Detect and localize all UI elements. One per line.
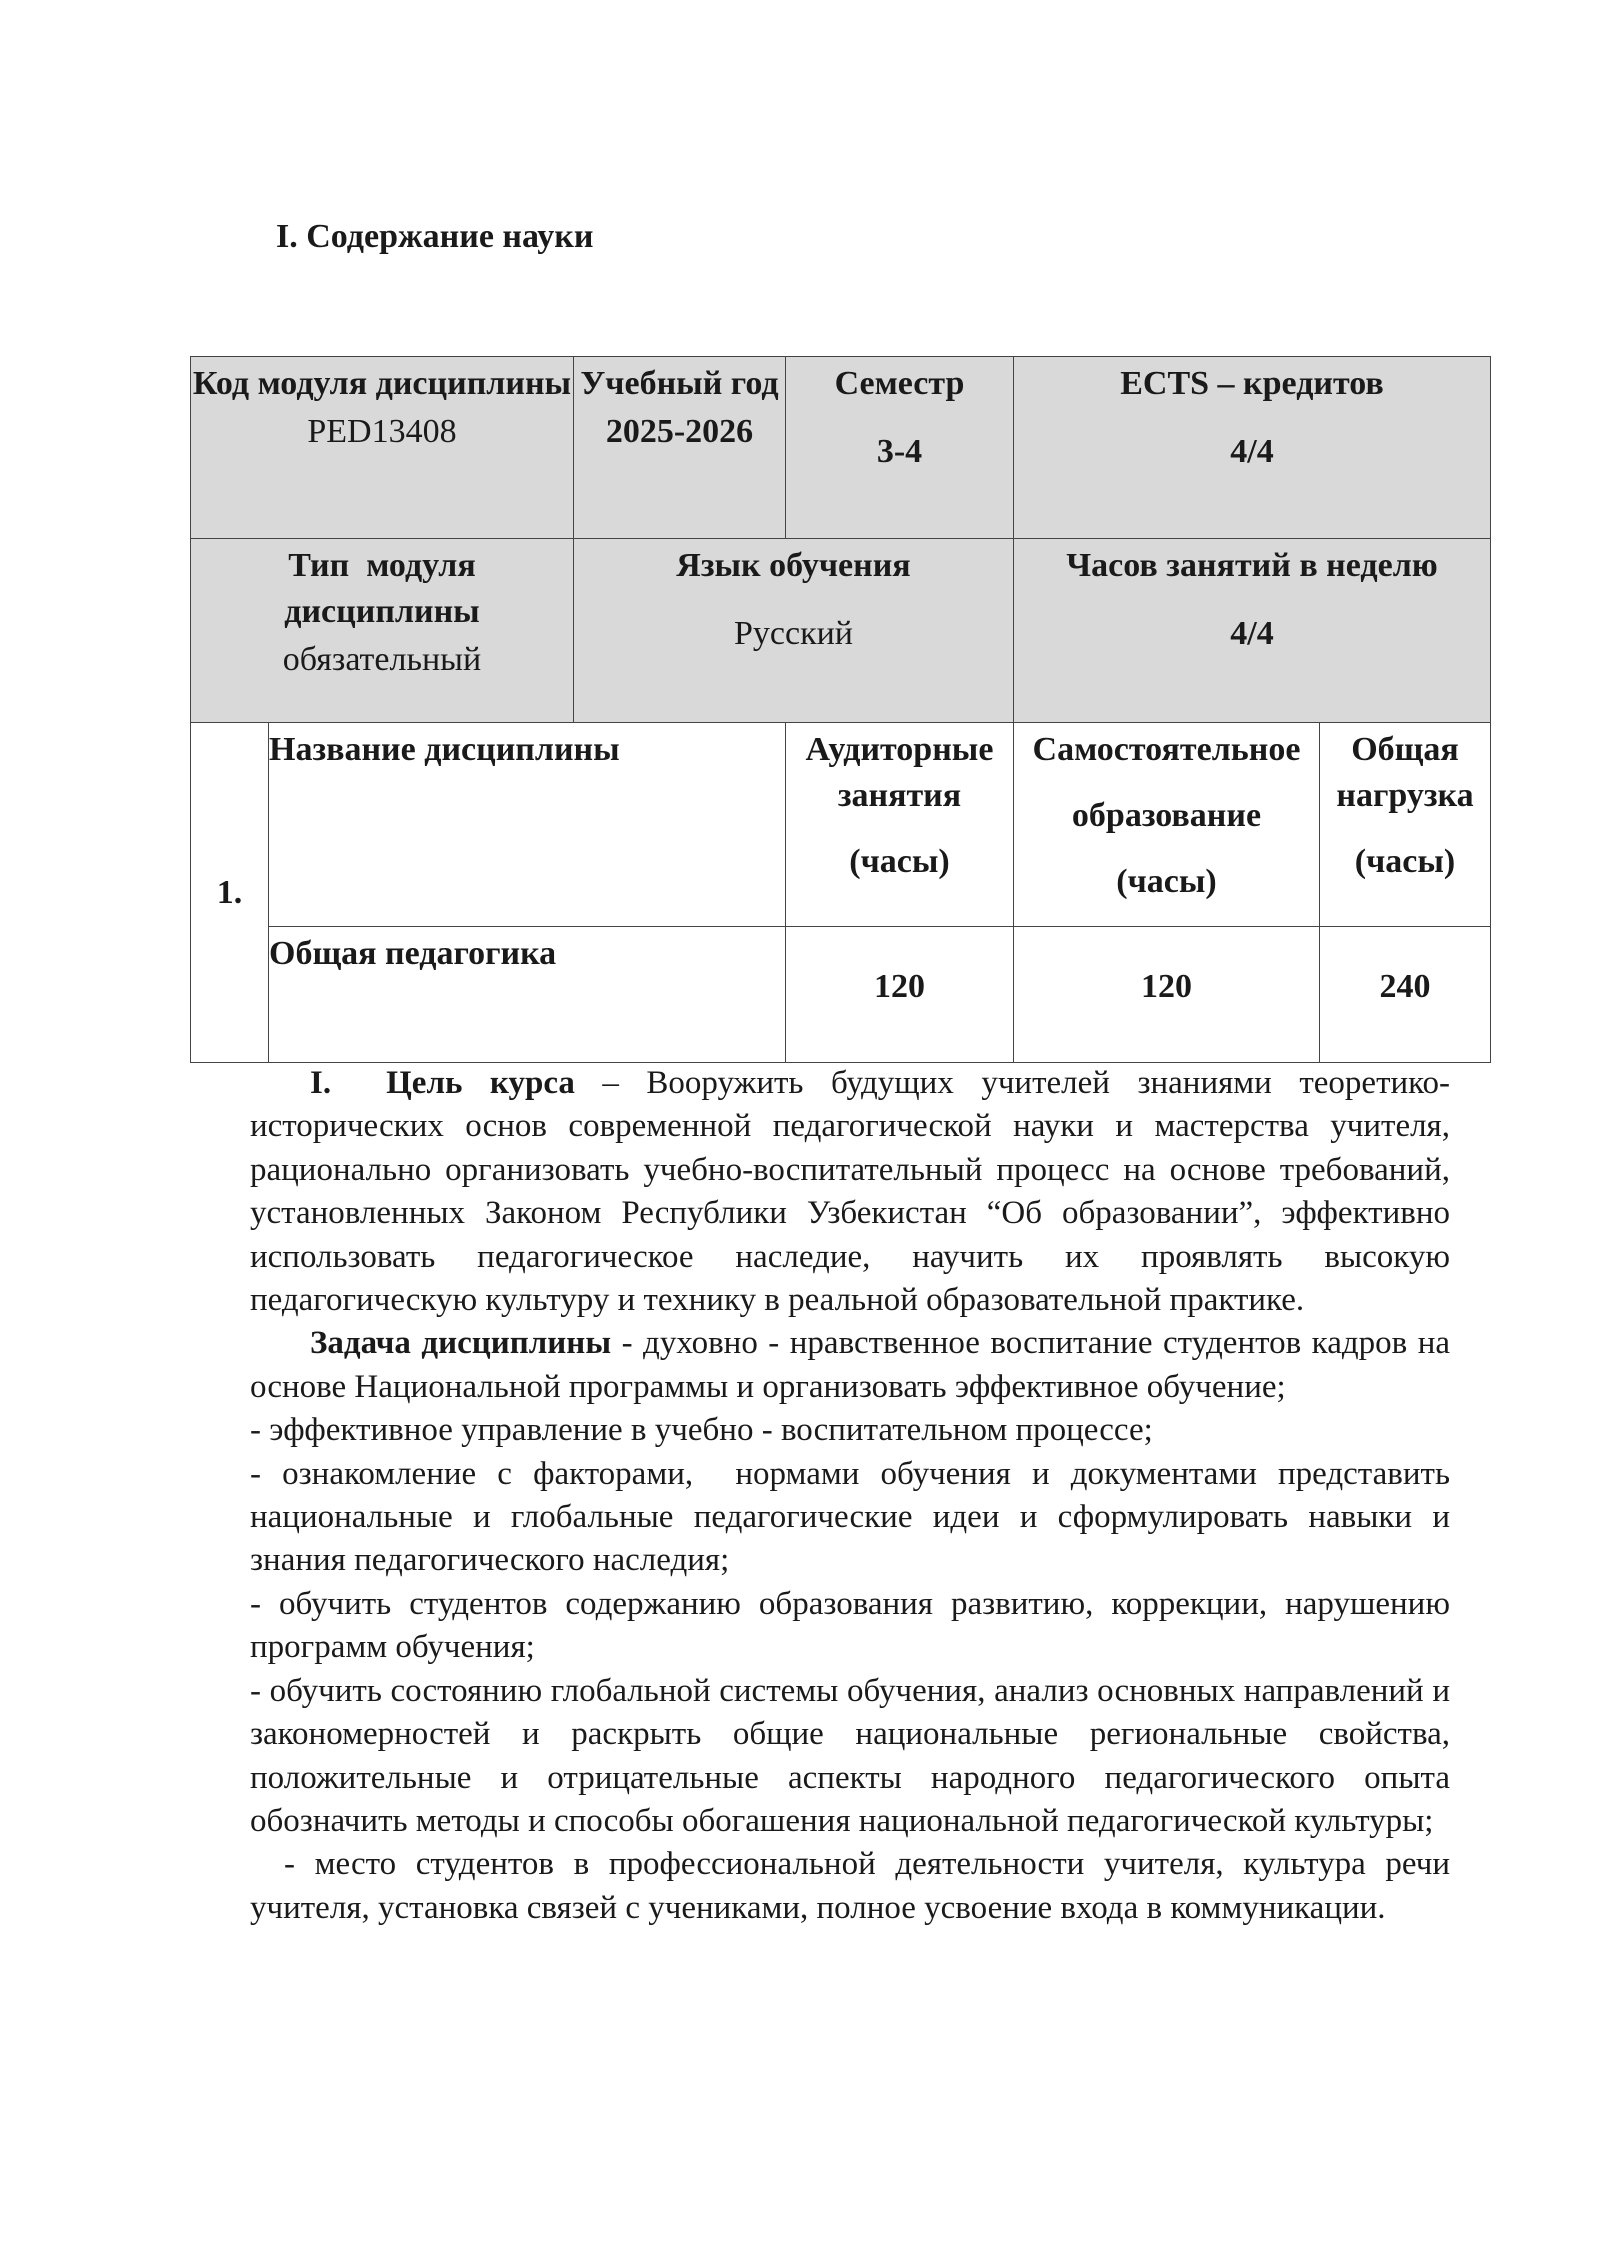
table-row — [191, 539, 1491, 723]
hours-week-label: Часов занятий в неделю — [1066, 547, 1438, 584]
goal-text: – Вооружить будущих учителей знаниями теоретико-исторических основ современной педагогической науки и мастерства учителя, рационально организовать учебно-воспитательный процесс на основе требований, установленных Законом Республики Узбекистан “Об образовании”, эффективно использовать педагогическое наследие, научить их проявлять высокую педагогическую культуру и технику в реальной образовательной практике. — [250, 1065, 1450, 1319]
goal-label: I. Цель курса — [310, 1065, 575, 1101]
year-label: Учебный год — [580, 365, 779, 402]
semester-label: Семестр — [834, 365, 965, 402]
goal-paragraph — [250, 1062, 1450, 1322]
auditorium-hours-cell — [786, 927, 1014, 1063]
total-unit: (часы) — [1354, 843, 1456, 880]
auditorium-header-cell — [786, 723, 1014, 927]
total-label: Общая нагрузка — [1336, 731, 1474, 814]
table-row — [191, 723, 1491, 927]
module-code-label: Код модуля дисциплины — [192, 365, 572, 402]
module-type-value: обязательный — [282, 641, 482, 678]
list-item: - ознакомление с факторами, нормами обучения и документами представить национальные и глобальные педагогические идеи и сформулировать навыки и знания педагогического наследия; — [250, 1455, 1459, 1579]
self-study-hours-cell — [1014, 927, 1320, 1063]
discipline-name-header-cell — [269, 723, 786, 927]
total-hours: 240 — [1379, 968, 1431, 1005]
row-number: 1. — [216, 873, 243, 911]
year-cell — [574, 357, 786, 539]
module-code-value: PED13408 — [307, 413, 457, 450]
list-item-last: - место студентов в профессиональной деятельности учителя, культура речи учителя, установка связей с учениками, полное усвоение входа в коммуникации. — [250, 1846, 1450, 1926]
auditorium-unit: (часы) — [849, 843, 950, 880]
auditorium-label: Аудиторные занятия — [805, 731, 994, 814]
list-item: - эффективное управление в учебно - воспитательном процессе; — [250, 1412, 1153, 1449]
table-row — [191, 927, 1491, 1063]
task-label: Задача дисциплины — [310, 1325, 612, 1362]
list-item: - обучить студентов содержанию образования развитию, коррекции, нарушению программ обучения; — [250, 1585, 1450, 1666]
hours-week-cell — [1014, 539, 1491, 723]
task-paragraph — [250, 1322, 1450, 1409]
course-description — [250, 1062, 1459, 1930]
self-study-header-cell — [1014, 723, 1320, 927]
module-type-cell — [191, 539, 574, 723]
discipline-name-label: Название дисциплины — [269, 731, 620, 768]
table-row — [191, 357, 1491, 539]
self-study-unit: (часы) — [1116, 863, 1217, 900]
semester-cell — [786, 357, 1014, 539]
year-value: 2025-2026 — [605, 413, 754, 450]
self-study-hours: 120 — [1141, 968, 1192, 1005]
ects-value: 4/4 — [1230, 433, 1274, 470]
row-number-cell — [191, 723, 269, 1063]
language-label: Язык обучения — [676, 547, 911, 584]
self-study-label: Самостоятельное — [1032, 731, 1301, 768]
discipline-name-cell — [269, 927, 786, 1063]
discipline-name: Общая педагогика — [269, 935, 557, 972]
total-hours-cell — [1320, 927, 1491, 1063]
task-text: - духовно - нравственное воспитание студентов кадров на основе Национальной программы и организовать эффективное обучение; — [250, 1325, 1450, 1405]
section-title: I. Содержание науки — [276, 218, 594, 255]
module-type-label: Тип модуля дисциплины — [284, 547, 485, 630]
total-header-cell — [1320, 723, 1491, 927]
language-value: Русский — [734, 615, 853, 652]
ects-label: ECTS – кредитов — [1120, 365, 1384, 402]
module-code-cell — [191, 357, 574, 539]
ects-cell — [1014, 357, 1491, 539]
self-study-label-2: образование — [1071, 797, 1262, 834]
list-item: - обучить состоянию глобальной системы обучения, анализ основных направлений и закономерностей и раскрыть общие национальные региональные свойства, положительные и отрицательные аспекты народного педагогического опыта обозначить методы и способы обогашения национальной педагогической культуры; — [250, 1672, 1450, 1839]
hours-week-value: 4/4 — [1230, 615, 1274, 652]
auditorium-hours: 120 — [874, 968, 925, 1005]
semester-value: 3-4 — [876, 433, 923, 470]
language-cell — [574, 539, 1014, 723]
discipline-info-table — [190, 356, 1491, 1063]
